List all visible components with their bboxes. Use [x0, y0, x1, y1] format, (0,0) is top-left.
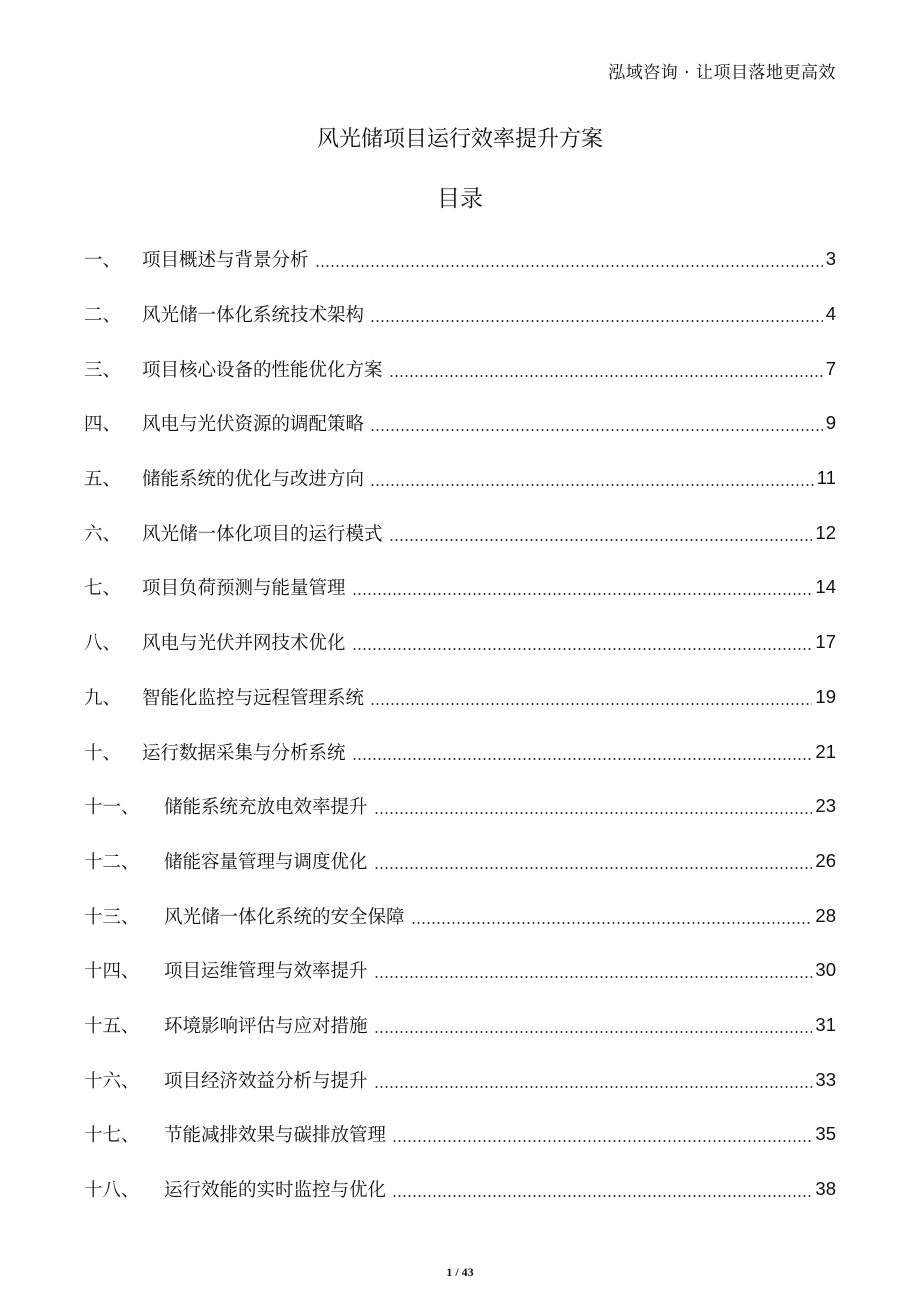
- toc-entry-title: 储能系统的优化与改进方向: [142, 469, 365, 491]
- toc-dot-leader: [315, 249, 823, 269]
- toc-entry-title: 风电与光伏并网技术优化: [142, 633, 346, 655]
- table-of-contents: [84, 232, 836, 1216]
- toc-entry-page: 19: [815, 685, 836, 707]
- toc-entry-page: 12: [815, 521, 836, 543]
- toc-entry[interactable]: [84, 998, 836, 1053]
- toc-entry-title: 智能化监控与远程管理系统: [142, 687, 365, 709]
- toc-entry-number: 十、: [84, 742, 122, 764]
- toc-entry-title: 项目负荷预测与能量管理: [142, 578, 346, 600]
- toc-entry[interactable]: [84, 834, 836, 889]
- toc-entry-page: 23: [815, 795, 836, 817]
- toc-entry-page: 26: [815, 849, 836, 871]
- toc-entry-title: 风光储一体化系统的安全保障: [164, 906, 405, 928]
- toc-entry-number: 十六、: [84, 1070, 140, 1092]
- toc-entry-title: 储能系统充放电效率提升: [164, 797, 368, 819]
- toc-entry-page: 14: [815, 576, 836, 598]
- toc-entry-title: 项目运维管理与效率提升: [164, 961, 368, 983]
- toc-entry[interactable]: [84, 341, 836, 396]
- toc-dot-leader: [374, 851, 813, 871]
- toc-entry-page: 38: [815, 1178, 836, 1200]
- toc-dot-leader: [352, 632, 813, 652]
- toc-entry[interactable]: [84, 943, 836, 998]
- toc-entry-number: 十四、: [84, 961, 140, 983]
- toc-entry-page: 21: [815, 740, 836, 762]
- toc-entry-number: 四、: [84, 414, 122, 436]
- toc-entry[interactable]: [84, 888, 836, 943]
- page-indicator: 1 / 43: [446, 1265, 474, 1279]
- toc-entry-page: 31: [815, 1013, 836, 1035]
- toc-entry[interactable]: [84, 505, 836, 560]
- toc-dot-leader: [389, 523, 813, 543]
- toc-entry[interactable]: [84, 1162, 836, 1217]
- toc-entry-page: 4: [825, 303, 836, 325]
- toc-entry-number: 十一、: [84, 797, 140, 819]
- toc-entry[interactable]: [84, 670, 836, 725]
- toc-entry-number: 六、: [84, 523, 122, 545]
- header-brand: 泓域咨询 · 让项目落地更高效: [608, 63, 836, 83]
- toc-dot-leader: [389, 359, 823, 379]
- toc-entry-title: 环境影响评估与应对措施: [164, 1015, 368, 1037]
- toc-entry-number: 三、: [84, 359, 122, 381]
- toc-dot-leader: [352, 577, 813, 597]
- toc-entry[interactable]: [84, 615, 836, 670]
- toc-dot-leader: [370, 468, 814, 488]
- toc-entry-page: 7: [825, 357, 836, 379]
- toc-entry-title: 风电与光伏资源的调配策略: [142, 414, 365, 436]
- toc-entry-number: 十八、: [84, 1180, 140, 1202]
- toc-dot-leader: [374, 1015, 813, 1035]
- toc-dot-leader: [370, 304, 823, 324]
- toc-entry-page: 9: [825, 412, 836, 434]
- toc-heading: 目录: [437, 186, 483, 212]
- document-title: 风光储项目运行效率提升方案: [316, 127, 603, 152]
- toc-entry-title: 项目经济效益分析与提升: [164, 1070, 368, 1092]
- toc-entry[interactable]: [84, 1107, 836, 1162]
- toc-dot-leader: [374, 960, 813, 980]
- toc-entry[interactable]: [84, 560, 836, 615]
- toc-dot-leader: [392, 1179, 812, 1199]
- toc-entry-title: 风光储一体化系统技术架构: [142, 305, 365, 327]
- toc-entry[interactable]: [84, 779, 836, 834]
- toc-entry-title: 储能容量管理与调度优化: [164, 851, 368, 873]
- toc-entry-page: 35: [815, 1123, 836, 1145]
- toc-entry-page: 28: [815, 904, 836, 926]
- toc-entry-page: 17: [815, 631, 836, 653]
- toc-entry-page: 3: [825, 248, 836, 270]
- toc-dot-leader: [374, 796, 813, 816]
- toc-entry[interactable]: [84, 451, 836, 506]
- toc-entry[interactable]: [84, 287, 836, 342]
- toc-entry-title: 风光储一体化项目的运行模式: [142, 523, 383, 545]
- toc-entry-number: 五、: [84, 469, 122, 491]
- toc-entry-title: 节能减排效果与碳排放管理: [164, 1125, 387, 1147]
- toc-entry-number: 十三、: [84, 906, 140, 928]
- toc-entry[interactable]: [84, 724, 836, 779]
- toc-entry-title: 项目概述与背景分析: [142, 250, 309, 272]
- toc-entry-page: 11: [816, 467, 836, 489]
- toc-entry-number: 一、: [84, 250, 122, 272]
- toc-entry-number: 十五、: [84, 1015, 140, 1037]
- toc-entry-number: 九、: [84, 687, 122, 709]
- toc-entry-title: 运行效能的实时监控与优化: [164, 1180, 387, 1202]
- toc-dot-leader: [392, 1124, 812, 1144]
- toc-entry-number: 八、: [84, 633, 122, 655]
- toc-entry-page: 33: [815, 1068, 836, 1090]
- toc-entry-number: 十七、: [84, 1125, 140, 1147]
- toc-entry-number: 七、: [84, 578, 122, 600]
- toc-entry-number: 二、: [84, 305, 122, 327]
- toc-entry-page: 30: [815, 959, 836, 981]
- toc-dot-leader: [370, 413, 823, 433]
- toc-entry[interactable]: [84, 1052, 836, 1107]
- toc-entry-title: 项目核心设备的性能优化方案: [142, 359, 383, 381]
- toc-dot-leader: [370, 687, 812, 707]
- toc-dot-leader: [374, 1070, 813, 1090]
- toc-entry[interactable]: [84, 232, 836, 287]
- toc-entry-number: 十二、: [84, 851, 140, 873]
- toc-dot-leader: [411, 906, 813, 926]
- toc-dot-leader: [352, 742, 813, 762]
- toc-entry[interactable]: [84, 396, 836, 451]
- toc-entry-title: 运行数据采集与分析系统: [142, 742, 346, 764]
